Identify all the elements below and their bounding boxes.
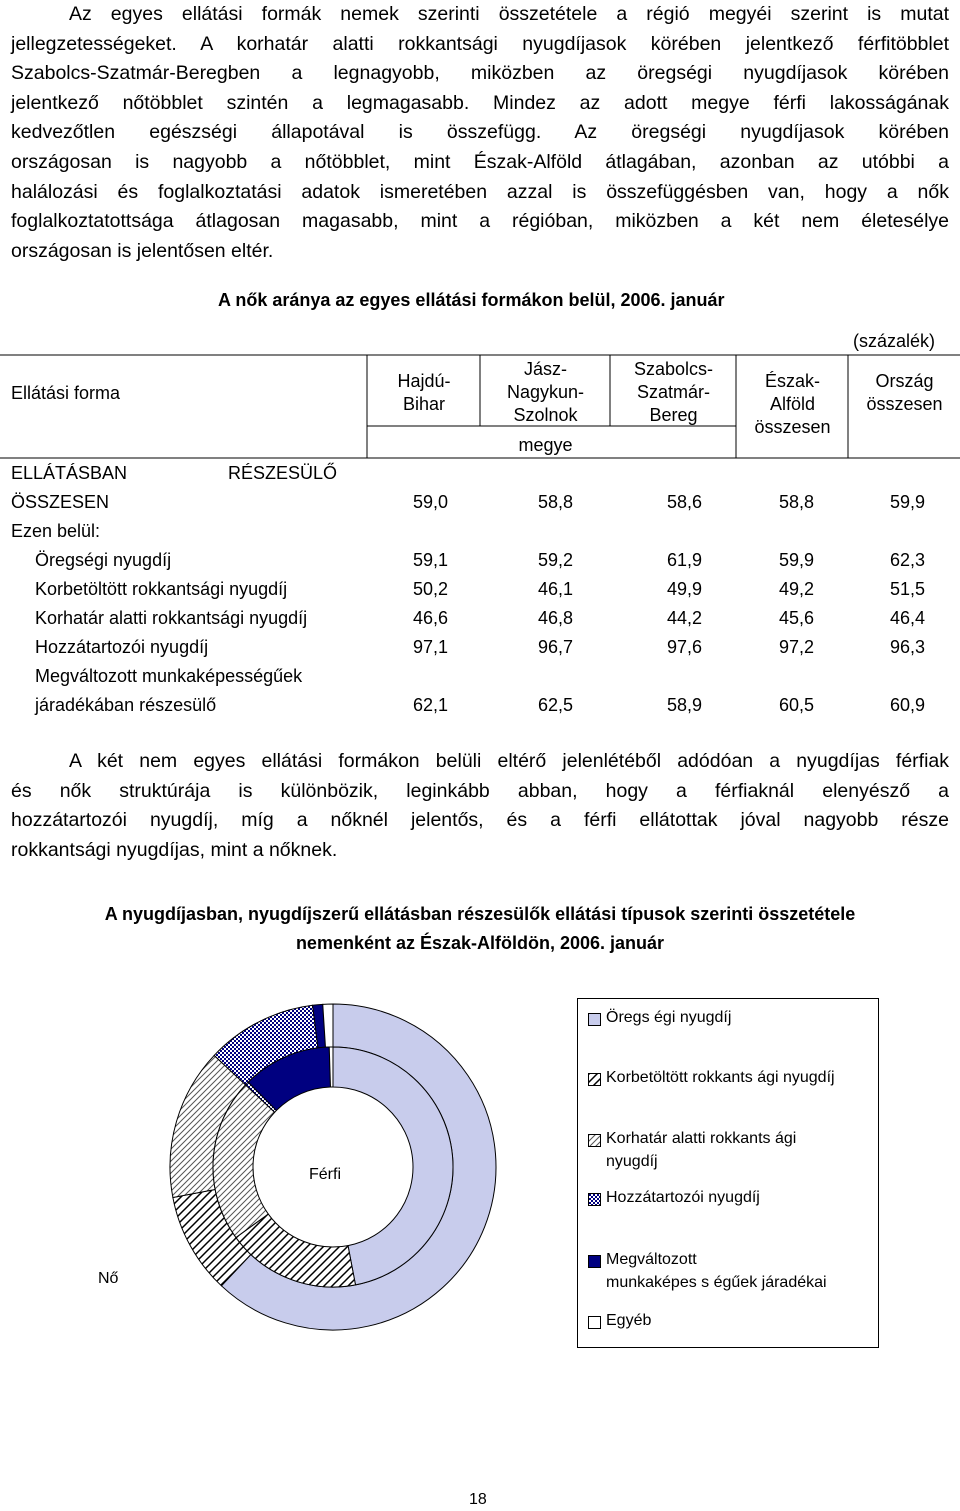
table-cell: 97,2 — [778, 637, 814, 657]
legend-label: Egyéb — [606, 1312, 652, 1329]
table-cell: 97,1 — [412, 637, 448, 657]
row-label-ezen-belul: Ezen belül: — [11, 521, 101, 541]
intro-paragraph — [11, 0, 949, 266]
intro-line: országosan is jelentősen eltér. — [11, 239, 274, 262]
legend-swatch-hozzatartozoi — [588, 1193, 601, 1206]
header-line: Ország — [875, 371, 934, 391]
section-label-ellatasban: ELLÁTÁSBAN — [11, 463, 128, 483]
table-cell: 51,5 — [889, 579, 925, 599]
table-cell: 46,1 — [537, 579, 573, 599]
table-cell: 59,9 — [889, 492, 925, 512]
table-cell: 60,5 — [778, 695, 814, 715]
legend-swatch-korbetoltott — [588, 1073, 601, 1086]
table-cell: 97,6 — [666, 637, 702, 657]
row-label: Öregségi nyugdíj — [35, 550, 172, 570]
header-line: Alföld — [769, 394, 816, 414]
table-cell: 58,8 — [778, 492, 814, 512]
header-line: összesen — [866, 394, 943, 414]
table-cell: 59,0 — [412, 492, 448, 512]
para-line: hozzátartozói nyugdíj, míg a nőknél jelentős, és a férfi ellátottak jóval nagyobb része — [11, 809, 949, 832]
table-title: A nők aránya az egyes ellátási formákon belül, 2006. január — [218, 290, 725, 310]
legend-label: Megváltozott — [606, 1251, 697, 1268]
header-line: Szabolcs- — [633, 359, 714, 379]
table-cell: 59,9 — [778, 550, 814, 570]
row-label-osszesen: ÖSSZESEN — [11, 492, 110, 512]
table-cell: 61,9 — [666, 550, 702, 570]
header-szabolcs — [611, 358, 736, 427]
header-line: Hajdú- — [397, 371, 451, 391]
table-cell: 62,5 — [537, 695, 573, 715]
legend-label: Hozzátartozói nyugdíj — [606, 1189, 760, 1206]
header-ellatasi-forma: Ellátási forma — [11, 383, 121, 403]
chart-title-line2: nemenként az Észak-Alföldön, 2006. január — [295, 933, 665, 953]
row-label: Korbetöltött rokkantsági nyugdíj — [35, 579, 288, 599]
row-label: Hozzátartozói nyugdíj — [35, 637, 209, 657]
intro-line: Szabolcs-Szatmár-Beregben a legnagyobb, miközben az öregségi nyugdíjasok körében — [11, 62, 949, 85]
chart-legend — [577, 998, 879, 1348]
legend-label: munkaképes s égűek járadékai — [606, 1274, 827, 1291]
table-cell: 58,6 — [666, 492, 702, 512]
header-eszak-alfold — [737, 370, 848, 439]
legend-swatch-megvaltozott — [588, 1255, 601, 1268]
para-line: A két nem egyes ellátási formákon belüli eltérő jelenlétéből adódóan a nyugdíjas férfiak — [69, 750, 949, 772]
legend-label: Korbetöltött rokkants ági nyugdíj — [606, 1069, 835, 1086]
inner-ring-label: Férfi — [309, 1166, 341, 1183]
table-cell: 62,3 — [889, 550, 925, 570]
header-line: összesen — [754, 417, 831, 437]
section-label-reszesulo: RÉSZESÜLŐ — [228, 463, 338, 483]
table-cell: 59,2 — [537, 550, 573, 570]
table-cell: 44,2 — [666, 608, 702, 628]
table-cell: 49,9 — [666, 579, 702, 599]
table-cell: 58,8 — [537, 492, 573, 512]
intro-line: kedvezőtlen egészségi állapotával is összefügg. Az öregségi nyugdíjasok körében — [11, 121, 949, 144]
header-line: Észak- — [764, 371, 820, 391]
table-cell: 46,4 — [889, 608, 925, 628]
legend-swatch-korhatar — [588, 1134, 601, 1147]
legend-swatch-oregsegi — [588, 1013, 601, 1026]
table-cell: 59,1 — [412, 550, 448, 570]
intro-line: halálozási és foglalkoztatási adatok ismeretében azzal is összefüggésben van, hogy a nők — [11, 180, 949, 203]
legend-swatch-egyeb — [588, 1316, 601, 1329]
header-megye: megye — [518, 435, 573, 455]
header-jasz — [481, 358, 610, 427]
legend-label: Öregs égi nyugdíj — [606, 1009, 732, 1026]
table-cell: 45,6 — [778, 608, 814, 628]
intro-line: jelentkező nőtöbblet szintén a legmagasabb. Mindez az adott megye férfi lakosságának — [11, 91, 949, 114]
header-line: Bereg — [649, 405, 698, 425]
row-label: járadékában részesülő — [35, 695, 217, 715]
table-cell: 62,1 — [412, 695, 448, 715]
header-line: Szatmár- — [636, 382, 710, 402]
page-number: 18 — [469, 1491, 487, 1508]
row-label: Megváltozott munkaképességűek — [35, 666, 303, 686]
para-line: rokkantsági nyugdíjas, mint a nőknek. — [11, 838, 338, 861]
header-line: Jász- — [523, 359, 567, 379]
legend-label: nyugdíj — [606, 1153, 658, 1170]
intro-line: országosan is nagyobb a nőtöbblet, mint Észak-Alföld átlagában, azonban az utóbbi a — [11, 150, 949, 173]
table-unit: (százalék) — [853, 331, 936, 351]
table-cell: 96,3 — [889, 637, 925, 657]
table-cell: 50,2 — [412, 579, 448, 599]
second-paragraph — [11, 747, 949, 865]
header-hajdu-bihar — [368, 370, 480, 416]
intro-line: jellegzetességeket. A korhatár alatti rokkantsági nyugdíjasok körében jelentkező férfitöbblet — [11, 32, 949, 55]
header-line: Nagykun- — [506, 382, 585, 402]
table-cell: 96,7 — [537, 637, 573, 657]
table-cell: 46,8 — [537, 608, 573, 628]
intro-line: foglalkoztatottsága átlagosan magasabb, mint a régióban, miközben a két nem életesélye — [11, 210, 949, 233]
table-cell: 60,9 — [889, 695, 925, 715]
legend-label: Korhatár alatti rokkants ági — [606, 1130, 797, 1147]
outer-ring-label: Nő — [98, 1270, 119, 1287]
row-label: Korhatár alatti rokkantsági nyugdíj — [35, 608, 308, 628]
table-cell: 46,6 — [412, 608, 448, 628]
para-line: és nők struktúrája is különbözik, leginkább abban, hogy a férfiaknál elenyésző a — [11, 779, 949, 802]
header-orszag — [849, 370, 960, 416]
header-line: Szolnok — [513, 405, 578, 425]
chart-title-line1: A nyugdíjasban, nyugdíjszerű ellátásban részesülők ellátási típusok szerinti összetétele — [104, 904, 856, 924]
table-cell: 58,9 — [666, 695, 702, 715]
table-cell: 49,2 — [778, 579, 814, 599]
intro-line: Az egyes ellátási formák nemek szerinti összetétele a régió megyéi szerint is mutat — [69, 3, 949, 25]
header-line: Bihar — [402, 394, 446, 414]
